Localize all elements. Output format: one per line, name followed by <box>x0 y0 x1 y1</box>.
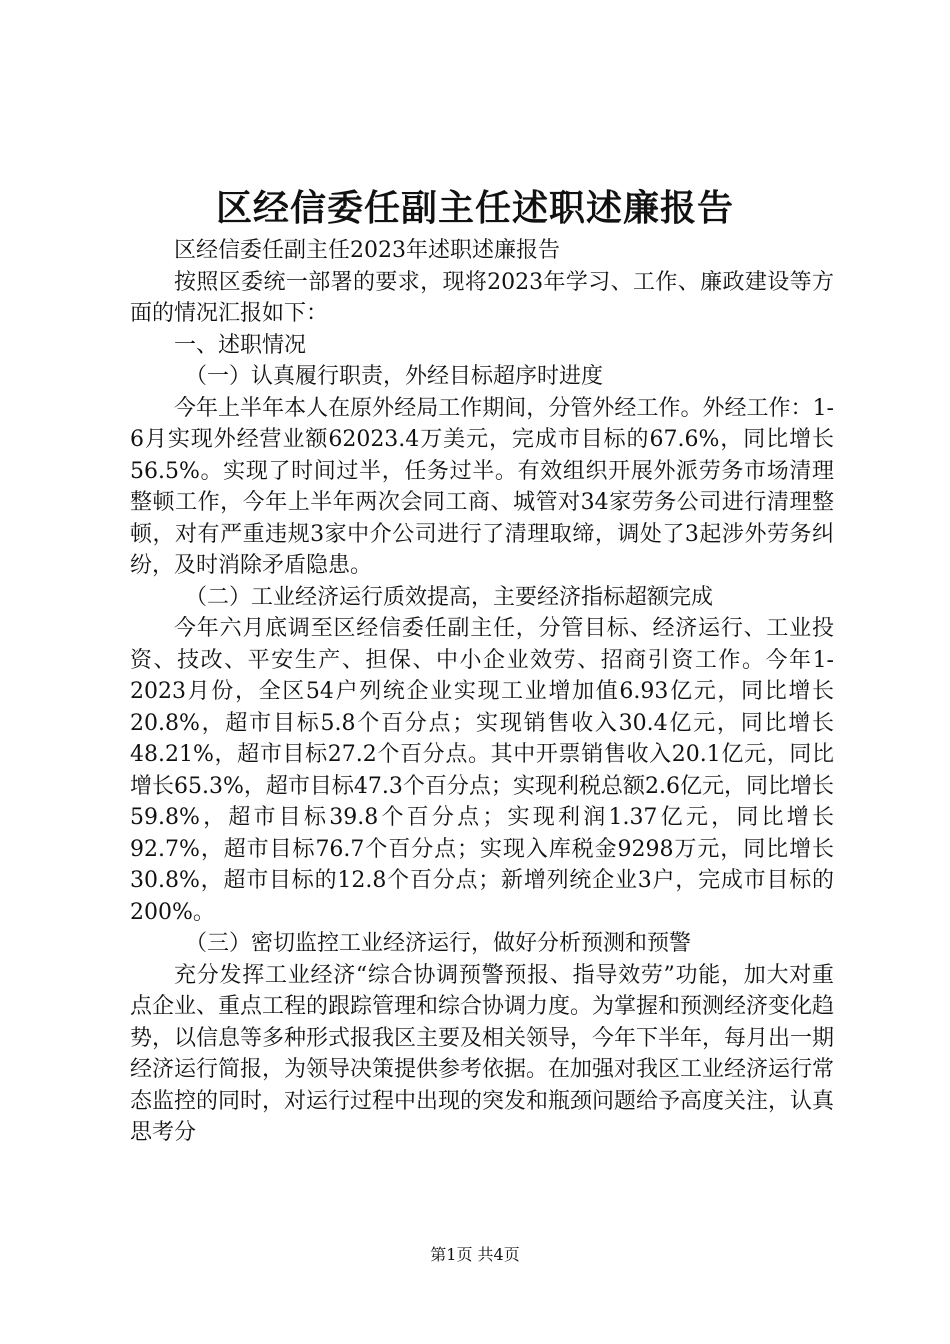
paragraph-monitoring: 充分发挥工业经济“综合协调预警预报、指导效劳”功能，加大对重点企业、重点工程的跟踪管理和综合协调力度。为掌握和预测经济变化趋势，以信息等多种形式报我区主要及相关领导，今年下半年，每月出一期经济运行简报，为领导决策提供参考依据。在加强对我区工业经济运行常态监控的同时，对运行过程中出现的突发和瓶颈问题给予高度关注，认真思考分 <box>130 962 835 1145</box>
paragraph-intro: 按照区委统一部署的要求，现将2023年学习、工作、廉政建设等方面的情况汇报如下： <box>130 269 834 326</box>
paragraph-report-heading: 区经信委任副主任2023年述职述廉报告 <box>174 238 560 263</box>
section-heading-work-report: 一、述职情况 <box>174 332 307 358</box>
subsection-heading-3: （三）密切监控工业经济运行，做好分析预测和预警 <box>185 931 692 956</box>
paragraph-foreign-economy: 今年上半年本人在原外经局工作期间，分管外经工作。外经工作：1-6月实现外经营业额62023.4万美元，完成市目标的67.6%，同比增长56.5%。实现了时间过半，任务过半。有效组织开展外派劳务市场清理整顿工作，今年上半年两次会同工商、城管对34家劳务公司进行清理整顿，对有严重违规3家中介公司进行了清理取缔，调处了3起涉外劳务纠纷，及时消除矛盾隐患。 <box>130 395 834 578</box>
document-title: 区经信委任副主任述职述廉报告 <box>215 187 734 229</box>
document-body <box>130 235 834 1149</box>
subsection-heading-1: （一）认真履行职责，外经目标超序时进度 <box>185 364 604 389</box>
subsection-heading-2: （二）工业经济运行质效提高，主要经济指标超额完成 <box>185 584 714 610</box>
paragraph-industrial-economy: 今年六月底调至区经信委任副主任，分管目标、经济运行、工业投资、技改、平安生产、担保、中小企业效劳、招商引资工作。今年1-2023月份，全区54户列统企业实现工业增加值6.93亿元，同比增长20.8%，超市目标5.8个百分点；实现销售收入30.4亿元，同比增长48.21%，超市目标27.2个百分点。其中开票销售收入20.1亿元，同比增长65.3%，超市目标47.3个百分点；实现利税总额2.6亿元，同比增长59.8%，超市目标39.8个百分点；实现利润1.37亿元，同比增长92.7%，超市目标76.7个百分点；实现入库税金9298万元，同比增长30.8%，超市目标的12.8个百分点；新增列统企业3户，完成市目标的200%。 <box>130 616 834 925</box>
page-footer: 第1页 共4页 <box>430 1245 520 1264</box>
